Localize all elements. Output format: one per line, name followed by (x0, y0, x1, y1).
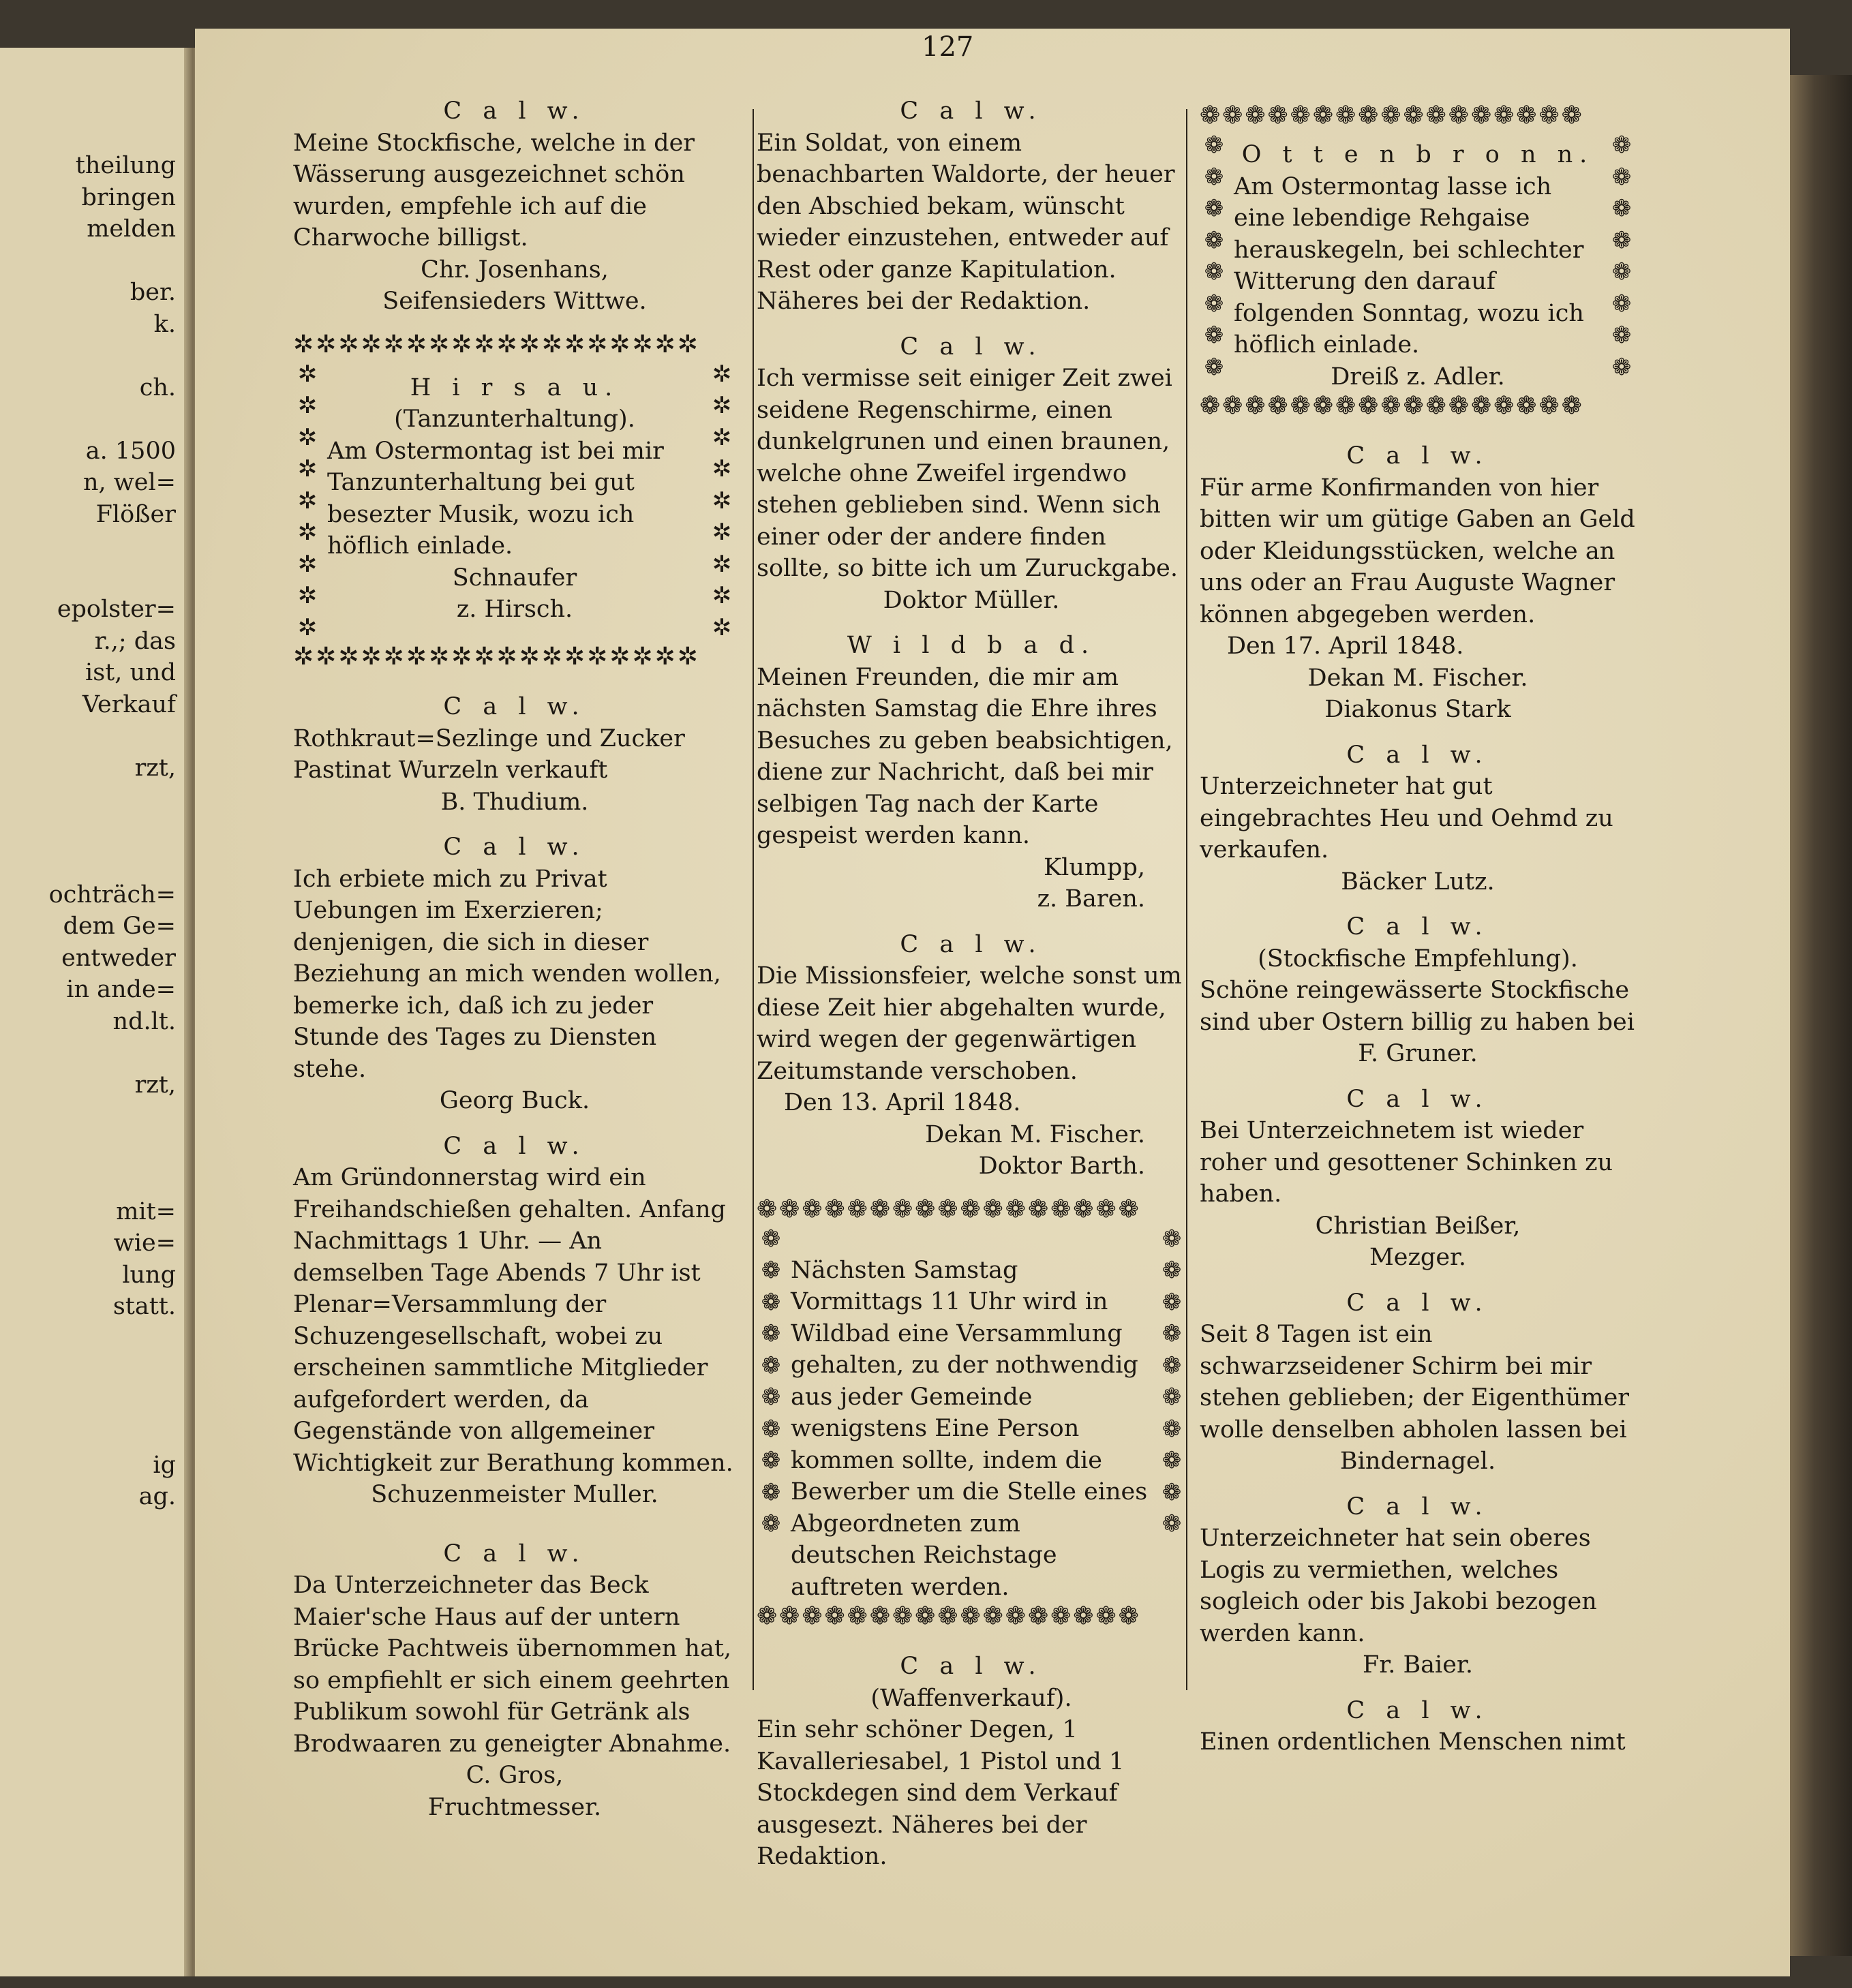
rosette-border-bottom: ❁❁❁❁❁❁❁❁❁❁❁❁❁❁❁❁❁ (757, 1603, 1141, 1630)
ad-text: Die Missionsfeier, welche sonst um diese Zeit hier abgehalten wurde, wird wegen der gegenwärtigen Zeitumstande verschoben. (757, 962, 1182, 1085)
left-fragment-line: Verkauf (82, 690, 176, 718)
ad-text: Ein Soldat, von einem benachbarten Waldorte, der heuer den Abschied bekam, wünscht wieder einzustehen, entweder auf Rest oder ganze Kapitulation. Näheres bei der Redaktion. (757, 129, 1175, 315)
ad-text: Für arme Konfirmanden von hier bitten wir um gütige Gaben an Geld oder Kleidungsstücken, welche an uns oder an Frau Auguste Wagner können abgegeben werden. (1200, 474, 1635, 628)
ad-signature: Schnaufer (452, 564, 577, 592)
left-fragment-line: statt. (112, 1293, 176, 1320)
ad-signature: Klumpp, (1043, 853, 1145, 881)
star-border-right: ✲ ✲ ✲ ✲ ✲ ✲ ✲ ✲ ✲ (712, 360, 732, 641)
ad-wildbad-klumpp (757, 630, 1186, 915)
ad-place: C a l w. (1346, 1289, 1489, 1317)
rosette-border-top: ❁❁❁❁❁❁❁❁❁❁❁❁❁❁❁❁❁ (1200, 102, 1584, 129)
ad-calw-schirm (1200, 1287, 1636, 1478)
ad-signature: C. Gros, (466, 1762, 564, 1789)
ad-calw-regenschirme (757, 331, 1186, 617)
rosette-border-right: ❁ ❁ ❁ ❁ ❁ ❁ ❁ ❁ ❁ ❁ (1162, 1225, 1182, 1538)
left-fragment-line (0, 403, 184, 435)
bordered-ad-wildbad-versammlung (757, 1196, 1186, 1631)
ad-place: C a l w. (900, 333, 1043, 361)
left-fragment-line (0, 816, 184, 848)
left-fragment-line (0, 784, 184, 816)
ad-calw-missionsfeier (757, 929, 1186, 1182)
page-number: 127 (922, 31, 974, 63)
ad-signature: Bäcker Lutz. (1341, 868, 1495, 896)
ad-place: C a l w. (1346, 1493, 1489, 1520)
star-border-top: ✲✲✲✲✲✲✲✲✲✲✲✲✲✲✲✲✲✲ (293, 331, 700, 358)
ad-date: Den 13. April 1848. (784, 1089, 1021, 1116)
bordered-ad-ottenbronn (1200, 102, 1636, 420)
ad-text: Am Gründonnerstag wird ein Freihandschießen gehalten. Anfang Nachmittags 1 Uhr. — An demselben Tage Abends 7 Uhr ist Plenar=Versammlung der Schuzengesellschaft, wobei zu erscheinen sammtliche Mitglieder aufgefordert werden, da Gegenstände von allgemeiner Wichtigkeit zur Berathung kommen. (293, 1164, 733, 1477)
left-fragment-line (0, 1354, 184, 1386)
rosette-border-left: ❁ ❁ ❁ ❁ ❁ ❁ ❁ ❁ (1204, 132, 1224, 381)
ad-signature: F. Gruner. (1358, 1040, 1478, 1067)
ad-calw-waffenverkauf (757, 1651, 1186, 1873)
left-fragment-line: ig (153, 1451, 176, 1479)
left-fragment-line: ist, und (85, 659, 176, 686)
ad-subtitle: (Tanzunterhaltung). (394, 406, 635, 433)
left-fragment-line: r.,; das (94, 627, 176, 655)
ad-place: C a l w. (443, 834, 586, 861)
left-fragment-line: n, wel= (83, 469, 176, 496)
rosette-border-bottom: ❁❁❁❁❁❁❁❁❁❁❁❁❁❁❁❁❁ (1200, 393, 1584, 420)
left-fragment-line (0, 340, 184, 372)
left-fragment-line: melden (87, 215, 176, 243)
ad-place: C a l w. (1346, 741, 1489, 769)
ad-place: C a l w. (443, 1132, 586, 1160)
ad-signature: Dreiß z. Adler. (1331, 363, 1505, 391)
left-fragment-line: nd.lt. (112, 1007, 176, 1035)
left-fragment-line (0, 1323, 184, 1355)
ad-subtitle: (Waffenverkauf). (870, 1684, 1072, 1712)
left-fragment-line: k. (153, 310, 176, 338)
left-fragment-line: rzt, (134, 1071, 176, 1099)
left-fragment-line: ber. (130, 279, 176, 306)
star-border-bottom: ✲✲✲✲✲✲✲✲✲✲✲✲✲✲✲✲✲✲ (293, 643, 700, 671)
ad-place: C a l w. (1346, 1696, 1489, 1724)
ad-calw-heu (1200, 739, 1636, 898)
left-fragment-line: in ande= (66, 976, 176, 1003)
page-edge (1790, 75, 1852, 1956)
ad-place: O t t e n b r o n n. (1241, 141, 1594, 168)
ad-signature: Doktor Müller. (883, 586, 1060, 614)
left-fragment-line: dem Ge= (63, 913, 176, 940)
left-fragment-line (0, 1164, 184, 1196)
ad-place: C a l w. (1346, 442, 1489, 470)
ad-place: C a l w. (900, 1653, 1043, 1680)
ad-place: H i r s a u. (410, 373, 620, 401)
ad-calw-exerzieren (293, 831, 736, 1117)
ad-text: Schöne reingewässerte Stockfische sind uber Ostern billig zu haben bei (1200, 977, 1635, 1036)
ad-calw-logis (1200, 1491, 1636, 1681)
ad-date: Den 17. April 1848. (1227, 632, 1464, 660)
ad-signature: z. Hirsch. (456, 596, 573, 623)
ad-text: Ein sehr schöner Degen, 1 Kavalleriesabel, 1 Pistol und 1 Stockdegen sind dem Verkauf ausgesezt. Näheres bei der Redaktion. (757, 1716, 1125, 1870)
ad-place: C a l w. (1346, 1085, 1489, 1113)
left-fragment-line: Flößer (95, 500, 176, 528)
left-fragment-line: ch. (139, 373, 176, 401)
left-fragment-line (0, 530, 184, 562)
ad-place: W i l d b a d. (847, 632, 1096, 659)
column-3 (1200, 102, 1636, 1772)
ad-text: Nächsten Samstag Vormittags 11 Uhr wird in Wildbad eine Versammlung gehalten, zu der nothwendig aus jeder Gemeinde wenigstens Eine Person kommen sollte, indem die Bewerber um die Stelle eines Abgeordneten zum deutschen Reichstage auftreten werden. (791, 1256, 1148, 1601)
ad-text: Seit 8 Tagen ist ein schwarzseidener Schirm bei mir stehen geblieben; der Eigenthümer wolle denselben abholen lassen bei (1200, 1321, 1630, 1443)
left-fragment-line: epolster= (57, 596, 176, 623)
left-page-text (0, 150, 184, 1513)
left-fragment-line (0, 847, 184, 879)
ad-signature: Seifensieders Wittwe. (382, 288, 647, 315)
ad-signature: B. Thudium. (440, 788, 589, 816)
rosette-border-right: ❁ ❁ ❁ ❁ ❁ ❁ ❁ ❁ (1611, 132, 1632, 381)
ad-signature: Mezger. (1369, 1244, 1467, 1271)
ad-subtitle: (Stockfische Empfehlung). (1258, 945, 1578, 973)
ad-signature: Christian Beißer, (1315, 1212, 1521, 1240)
ad-text: Einen ordentlichen Menschen nimt (1200, 1728, 1626, 1756)
ad-signature: Chr. Josenhans, (421, 256, 609, 284)
ad-calw-beck-maier (293, 1538, 736, 1824)
left-fragment-line: wie= (113, 1229, 176, 1257)
ad-calw-schinken (1200, 1084, 1636, 1274)
rosette-border-top: ❁❁❁❁❁❁❁❁❁❁❁❁❁❁❁❁❁ (757, 1195, 1141, 1223)
ad-text: Ich erbiete mich zu Privat Uebungen im Exerzieren; denjenigen, die sich in dieser Beziehung an mich wenden wollen, bemerke ich, daß ich zu jeder Stunde des Tages zu Diensten stehe. (293, 865, 721, 1083)
left-fragment-line (0, 1418, 184, 1450)
ad-signature: Dekan M. Fischer. (1307, 664, 1528, 692)
ad-text: Rothkraut=Sezlinge und Zucker Pastinat Wurzeln verkauft (293, 724, 685, 784)
left-page-fragment (0, 48, 189, 1976)
left-fragment-line: entweder (61, 944, 176, 972)
column-2 (757, 95, 1186, 1886)
ad-calw-rothkraut (293, 691, 736, 818)
left-fragment-line (0, 1133, 184, 1165)
ad-calw-konfirmanden (1200, 440, 1636, 726)
ad-place: C a l w. (1346, 913, 1489, 941)
left-fragment-line (0, 245, 184, 277)
left-fragment-line: a. 1500 (85, 437, 176, 465)
column-rule-1 (753, 109, 754, 1690)
ad-calw-freihandschiessen (293, 1131, 736, 1511)
left-fragment-line: theilung (75, 152, 176, 179)
ad-signature: Fruchtmesser. (427, 1793, 602, 1821)
ad-place: C a l w. (900, 930, 1043, 958)
ad-signature: Dekan M. Fischer. (925, 1120, 1145, 1148)
left-fragment-line: rzt, (134, 754, 176, 782)
ad-place: C a l w. (443, 97, 586, 125)
ad-text: Ich vermisse seit einiger Zeit zwei seidene Regenschirme, einen dunkelgrunen und einen braunen, welche ohne Zweifel irgendwo stehen geblieben sind. Wenn sich einer oder der andere finden sollte, so bitte ich um Zuruckgabe. (757, 365, 1178, 582)
rosette-border-left: ❁ ❁ ❁ ❁ ❁ ❁ ❁ ❁ ❁ ❁ (761, 1225, 781, 1538)
left-fragment-line: mit= (116, 1197, 176, 1225)
ad-text: Bei Unterzeichnetem ist wieder roher und gesottener Schinken zu haben. (1200, 1117, 1613, 1208)
column-rule-2 (1186, 109, 1187, 1690)
left-fragment-line (0, 562, 184, 594)
left-fragment-line (0, 1037, 184, 1069)
ad-place: C a l w. (900, 97, 1043, 125)
left-fragment-line: lung (122, 1261, 176, 1289)
ad-calw-stockfische-gruner (1200, 911, 1636, 1070)
left-fragment-line: ag. (138, 1483, 176, 1510)
column-1 (293, 95, 736, 1837)
ad-text: Am Ostermontag ist bei mir Tanzunterhaltung bei gut besezter Musik, wozu ich höflich einlade. (327, 437, 664, 560)
ad-text: Meinen Freunden, die mir am nächsten Samstag die Ehre ihres Besuches zu geben beabsichtigen, diene zur Nachricht, daß bei mir selbigen Tag nach der Karte gespeist werden kann. (757, 663, 1173, 849)
ad-signature: Diakonus Stark (1324, 696, 1511, 723)
ad-signature: Schuzenmeister Muller. (371, 1481, 658, 1508)
ad-text: Da Unterzeichneter das Beck Maier'sche Haus auf der untern Brücke Pachtweis übernommen hat, so empfiehlt er sich einem geehrten Publikum sowohl für Getränk als Brodwaaren zu geneigter Abnahme. (293, 1572, 732, 1758)
left-fragment-line (0, 1101, 184, 1133)
ad-text: Unterzeichneter hat sein oberes Logis zu vermiethen, welches sogleich oder bis Jakobi bezogen werden kann. (1200, 1525, 1597, 1647)
ad-signature: Georg Buck. (439, 1087, 590, 1114)
ad-calw-stockfische (293, 95, 736, 318)
ad-calw-soldat (757, 95, 1186, 318)
left-fragment-line (0, 1386, 184, 1418)
ad-signature: Bindernagel. (1339, 1448, 1496, 1475)
ad-calw-menschen (1200, 1695, 1636, 1758)
ad-signature: Doktor Barth. (978, 1152, 1145, 1180)
ad-text: Am Ostermontag lasse ich eine lebendige Rehgaise herauskegeln, bei schlechter Witterung den darauf folgenden Sonntag, wozu ich höflich einlade. (1234, 172, 1584, 358)
bordered-ad-hirsau (293, 331, 736, 671)
left-fragment-line: ochträch= (48, 881, 176, 908)
left-fragment-line: bringen (81, 183, 176, 211)
star-border-left: ✲ ✲ ✲ ✲ ✲ ✲ ✲ ✲ ✲ (297, 360, 318, 641)
ad-signature: Fr. Baier. (1363, 1651, 1473, 1679)
ad-place: C a l w. (443, 693, 586, 720)
ad-signature: z. Baren. (1037, 885, 1145, 913)
ad-text: Unterzeichneter hat gut eingebrachtes Heu und Oehmd zu verkaufen. (1200, 773, 1613, 863)
left-fragment-line (0, 720, 184, 752)
ad-place: C a l w. (443, 1540, 586, 1568)
ad-text: Meine Stockfische, welche in der Wässerung ausgezeichnet schön wurden, empfehle ich auf die Charwoche billigst. (293, 129, 695, 251)
